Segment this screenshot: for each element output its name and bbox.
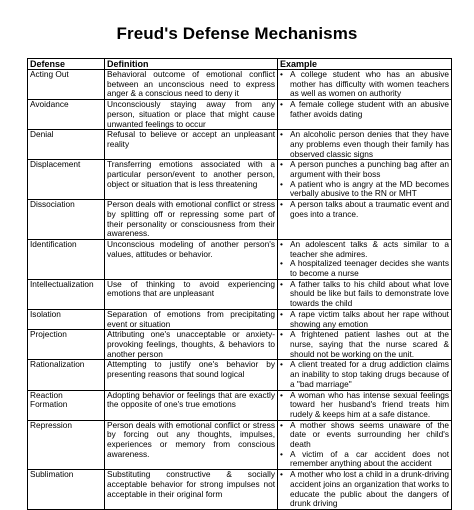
definition-cell: Use of thinking to avoid experiencing emotions that are unpleasant <box>105 279 278 309</box>
defense-cell: Displacement <box>28 160 105 200</box>
header-definition: Definition <box>105 59 278 70</box>
bullet-icon: • <box>280 278 283 289</box>
bullet-icon: • <box>280 238 283 249</box>
bullet-icon: • <box>280 329 283 340</box>
example-item <box>280 100 449 119</box>
table-row <box>28 420 452 470</box>
example-cell <box>278 160 452 200</box>
example-item <box>280 391 449 420</box>
defense-cell: Isolation <box>28 309 105 329</box>
bullet-icon: • <box>280 129 283 140</box>
bullet-icon: • <box>280 389 283 400</box>
definition-cell: Behavioral outcome of emotional conflict between an unconscious need to express anger & a conscious need to deny it <box>105 70 278 100</box>
example-text: A mother shows seems unaware of the date or events surrounding her child's death <box>290 419 449 450</box>
table-row <box>28 160 452 200</box>
example-text: A female college student with an abusive father avoids dating <box>290 99 449 119</box>
example-cell <box>278 70 452 100</box>
example-item <box>280 70 449 99</box>
example-cell <box>278 330 452 360</box>
example-text: A patient who is angry at the MD becomes verbally abusive to the RN or MHT <box>290 178 449 199</box>
bullet-icon: • <box>280 159 283 170</box>
example-cell <box>278 130 452 160</box>
example-cell <box>278 279 452 309</box>
defense-cell: Avoidance <box>28 100 105 130</box>
definition-cell: Adopting behavior or feelings that are exactly the opposite of one's true emotions <box>105 390 278 420</box>
defense-cell: Acting Out <box>28 70 105 100</box>
bullet-icon: • <box>280 178 283 189</box>
bullet-icon: • <box>280 448 283 459</box>
example-text: A frightened patient lashes out at the nurse, saying that the nurse scared & should not be working on the unit. <box>290 329 449 359</box>
example-text: A person punches a punching bag after an argument with their boss <box>290 159 449 180</box>
example-item <box>280 240 449 259</box>
definition-cell: Unconsciously staying away from any person, situation or place that might cause unwanted feelings to occur <box>105 100 278 130</box>
table-row <box>28 279 452 309</box>
example-item <box>280 470 449 509</box>
bullet-icon: • <box>280 258 283 269</box>
header-defense: Defense <box>28 59 105 70</box>
example-item <box>280 180 449 199</box>
definition-cell: Unconscious modeling of another person's values, attitudes or behavior. <box>105 239 278 279</box>
table-header-row <box>28 59 452 70</box>
definition-cell: Attributing one's unacceptable or anxiety-provoking feelings, thoughts, & behaviors to another person <box>105 330 278 360</box>
bullet-icon: • <box>280 359 283 370</box>
table-row <box>28 360 452 390</box>
example-item <box>280 421 449 450</box>
table-body <box>28 70 452 510</box>
table-row <box>28 309 452 329</box>
example-text: An alcoholic person denies that they have any problems even though their family has observed classic signs <box>290 129 449 159</box>
defense-cell: Rationalization <box>28 360 105 390</box>
defense-cell: Sublimation <box>28 470 105 510</box>
bullet-icon: • <box>280 469 283 480</box>
document-title: Freud's Defense Mechanisms <box>116 24 358 43</box>
bullet-icon: • <box>280 199 283 210</box>
example-item <box>280 450 449 469</box>
defense-cell: Repression <box>28 420 105 470</box>
example-cell <box>278 239 452 279</box>
definition-cell: Person deals with emotional conflict or stress by splitting off or repressing some part of their personality or consciousness from their awareness. <box>105 200 278 240</box>
example-text: A person talks about a traumatic event and goes into a trance. <box>290 199 449 219</box>
example-cell <box>278 200 452 240</box>
example-item <box>280 130 449 159</box>
example-item <box>280 330 449 359</box>
example-item <box>280 310 449 329</box>
table-row <box>28 130 452 160</box>
example-item <box>280 280 449 309</box>
bullet-icon: • <box>280 308 283 319</box>
example-item <box>280 360 449 389</box>
table-row <box>28 200 452 240</box>
example-cell <box>278 420 452 470</box>
example-text: A rape victim talks about her rape without showing any emotion <box>290 308 449 329</box>
defense-cell: Denial <box>28 130 105 160</box>
bullet-icon: • <box>280 69 283 79</box>
defense-cell: Intellectualization <box>28 279 105 309</box>
example-item <box>280 200 449 219</box>
example-text: A mother who lost a child in a drunk-driving accident joins an organization that works to educate the public about the dangers of drunk driving <box>290 469 449 509</box>
example-cell <box>278 390 452 420</box>
example-cell <box>278 309 452 329</box>
example-text: A college student who has an abusive mother has difficulty with women teachers as well as women on authority <box>290 69 449 99</box>
table-row <box>28 239 452 279</box>
defense-mechanisms-table <box>27 58 452 510</box>
defense-cell: Reaction Formation <box>28 390 105 420</box>
defense-cell: Dissociation <box>28 200 105 240</box>
example-item <box>280 259 449 278</box>
example-text: An adolescent talks & acts similar to a teacher she admires. <box>290 238 449 259</box>
header-example: Example <box>278 59 452 70</box>
bullet-icon: • <box>280 99 283 110</box>
example-text: A hospitalized teenager decides she wants to become a nurse <box>290 258 449 279</box>
definition-cell: Substituting constructive & socially acceptable behavior for strong impulses not acceptable in their original form <box>105 470 278 510</box>
example-text: A victim of a car accident does not remember anything about the accident <box>290 448 449 469</box>
table-row <box>28 100 452 130</box>
definition-cell: Attempting to justify one's behavior by presenting reasons that sound logical <box>105 360 278 390</box>
example-text: A client treated for a drug addiction claims an inability to stop taking drugs because of a "bad marriage" <box>290 359 449 389</box>
example-cell <box>278 360 452 390</box>
definition-cell: Separation of emotions from precipitating event or situation <box>105 309 278 329</box>
table-row <box>28 330 452 360</box>
example-text: A woman who has intense sexual feelings toward her husband's friend treats him rudely & keeps him at a safe distance. <box>290 389 449 419</box>
table-row <box>28 70 452 100</box>
example-item <box>280 160 449 179</box>
table-row <box>28 470 452 510</box>
defense-cell: Projection <box>28 330 105 360</box>
definition-cell: Transferring emotions associated with a particular person/event to another person, object or situation that is less threatening <box>105 160 278 200</box>
example-cell <box>278 470 452 510</box>
defense-cell: Identification <box>28 239 105 279</box>
bullet-icon: • <box>280 419 283 430</box>
definition-cell: Refusal to believe or accept an unpleasant reality <box>105 130 278 160</box>
definition-cell: Person deals with emotional conflict or stress by forcing out any thoughts, impulses, experiences or memory from conscious awareness. <box>105 420 278 470</box>
example-cell <box>278 100 452 130</box>
table-row <box>28 390 452 420</box>
example-text: A father talks to his child about what love should be like but fails to demonstrate love towards the child <box>290 278 449 309</box>
